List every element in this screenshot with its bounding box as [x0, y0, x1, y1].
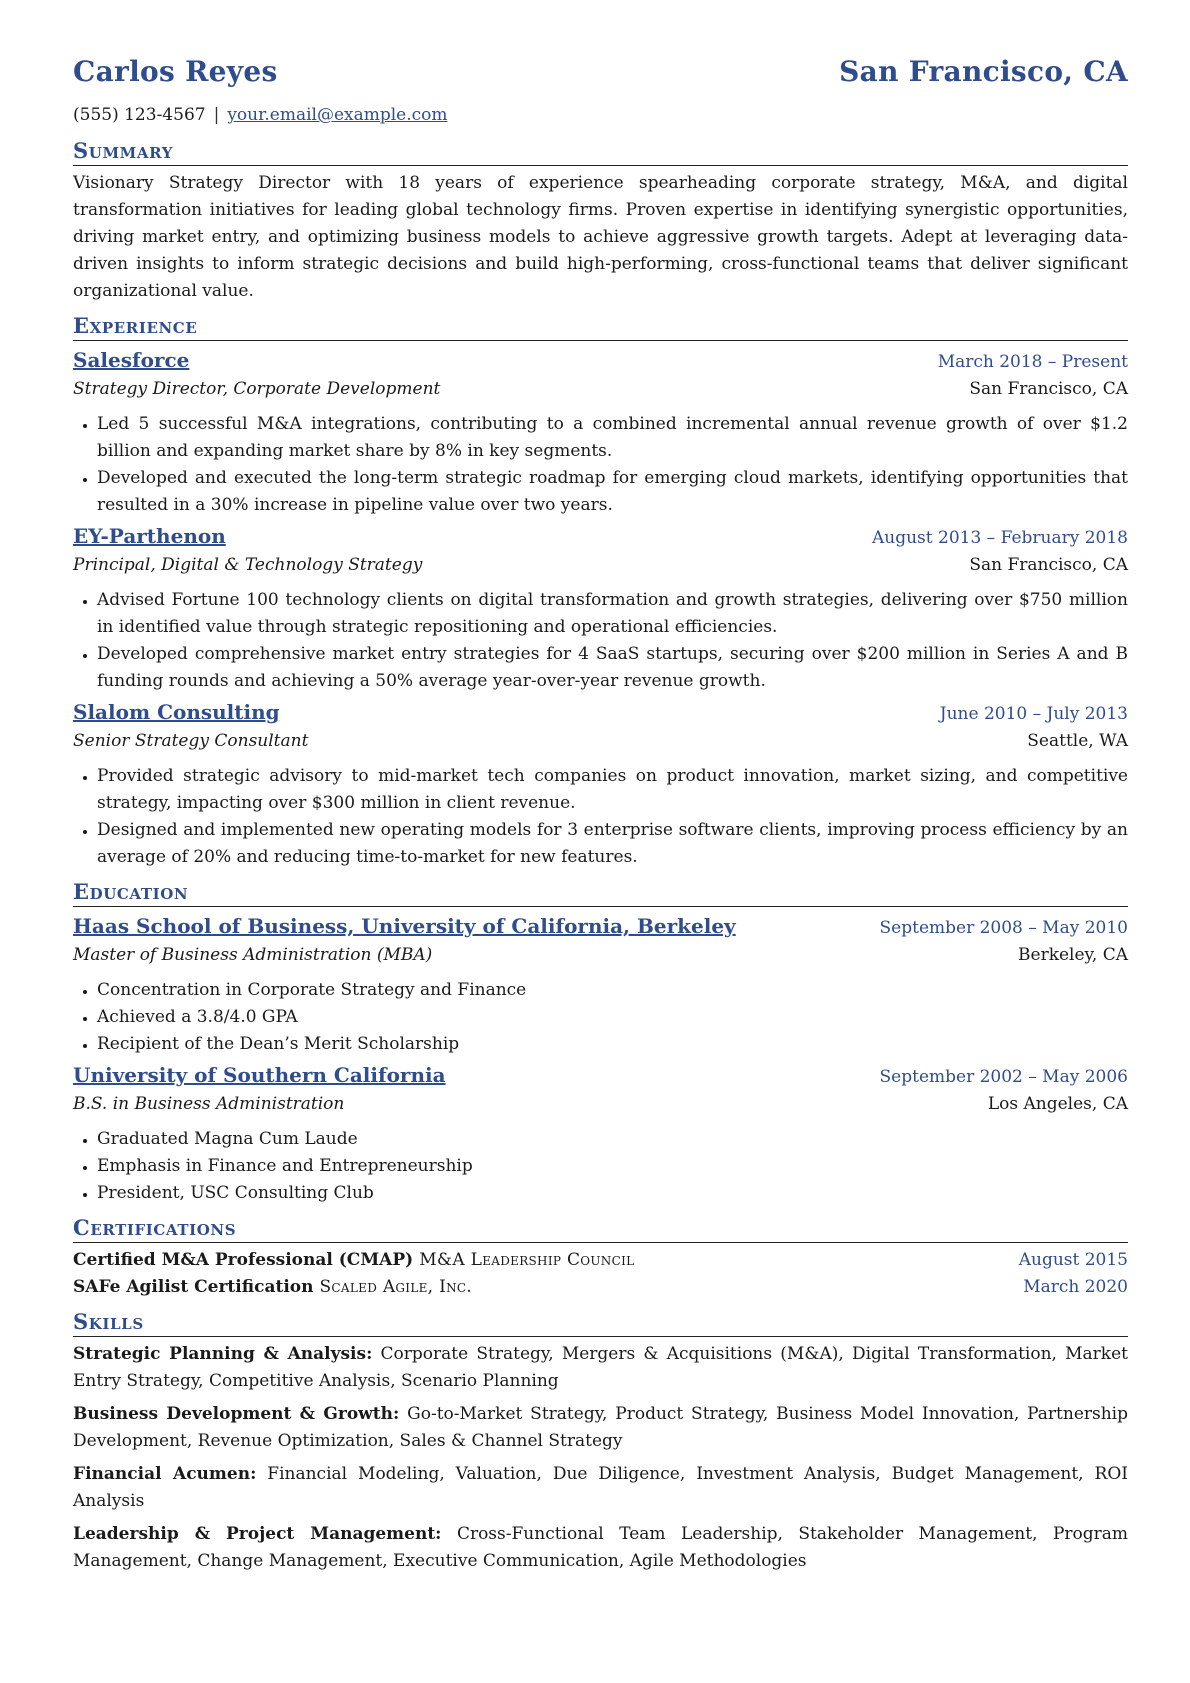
email-link[interactable]: your.email@example.com [227, 105, 448, 125]
job-dates: March 2018 – Present [937, 352, 1128, 372]
contact-line [73, 102, 1128, 130]
company-link[interactable]: EY-Parthenon [73, 524, 226, 548]
candidate-name: Carlos Reyes [73, 55, 278, 88]
section-title-experience: Experience [73, 313, 1128, 341]
certification-date: March 2020 [1023, 1277, 1128, 1297]
summary-text: Visionary Strategy Director with 18 years of experience spearheading corporate strategy, M&A, and digital transformation initiatives for leading global technology firms. Proven expertise in identifying synergistic opportunities, driving market entry, and optimizing business models to achieve aggressive growth targets. Adept at leveraging data-driven insights to inform strategic decisions and build high-performing, cross-functional teams that deliver significant organizational value. [73, 173, 1128, 301]
list-item: • Developed and executed the long-term strategic roadmap for emerging cloud markets, identifying opportunities that resulted in a 30% increase in pipeline value over two years. [97, 465, 1128, 519]
job-bullets [73, 587, 1128, 695]
education-bullets [73, 1126, 1128, 1207]
education-entry [73, 911, 1128, 1058]
certification-issuer: Scaled Agile, Inc. [319, 1277, 473, 1297]
skill-group [73, 1401, 1128, 1455]
phone-number: (555) 123-4567 [73, 105, 206, 125]
list-item: • Emphasis in Finance and Entrepreneurship [97, 1153, 1128, 1180]
job-title: Principal, Digital & Technology Strategy [73, 555, 423, 575]
job-bullets [73, 411, 1128, 519]
job-dates: August 2013 – February 2018 [871, 528, 1128, 548]
contact-separator: | [213, 105, 220, 125]
list-item: • Recipient of the Dean’s Merit Scholarship [97, 1031, 1128, 1058]
job-title: Senior Strategy Consultant [73, 731, 309, 751]
section-title-certifications: Certifications [73, 1215, 1128, 1243]
certification-row [73, 1247, 1128, 1274]
school-location: Los Angeles, CA [987, 1094, 1128, 1114]
certification-name: Certified M&A Professional (CMAP) [73, 1250, 414, 1270]
job-location: San Francisco, CA [969, 555, 1128, 575]
certification-date: August 2015 [1018, 1250, 1128, 1270]
list-item: • Designed and implemented new operating models for 3 enterprise software clients, improving process efficiency by an average of 20% and reducing time-to-market for new features. [97, 817, 1128, 871]
job-location: San Francisco, CA [969, 379, 1128, 399]
skill-group [73, 1521, 1128, 1575]
skill-label: Financial Acumen: [73, 1464, 257, 1484]
skill-items: Corporate Strategy, Mergers & Acquisitions (M&A), Digital Transformation, Market Entry Strategy, Competitive Analysis, Scenario Planning [73, 1344, 1128, 1391]
skill-label: Leadership & Project Management: [73, 1524, 442, 1544]
list-item: • Graduated Magna Cum Laude [97, 1126, 1128, 1153]
degree: Master of Business Administration (MBA) [73, 945, 433, 965]
list-item: • Provided strategic advisory to mid-market tech companies on product innovation, market sizing, and competitive strategy, impacting over $300 million in client revenue. [97, 763, 1128, 817]
skill-items: Cross-Functional Team Leadership, Stakeholder Management, Program Management, Change Management, Executive Communication, Agile Methodologies [73, 1524, 1129, 1571]
school-link[interactable]: Haas School of Business, University of California, Berkeley [73, 914, 736, 938]
list-item: • President, USC Consulting Club [97, 1180, 1128, 1207]
experience-entry [73, 697, 1128, 871]
experience-entry [73, 521, 1128, 695]
company-link[interactable]: Salesforce [73, 348, 190, 372]
skill-label: Business Development & Growth: [73, 1404, 400, 1424]
company-link[interactable]: Slalom Consulting [73, 700, 280, 724]
candidate-location: San Francisco, CA [839, 55, 1128, 88]
education-bullets [73, 977, 1128, 1058]
list-item: • Led 5 successful M&A integrations, contributing to a combined incremental annual revenue growth of over $1.2 billion and expanding market share by 8% in key segments. [97, 411, 1128, 465]
section-title-summary: Summary [73, 138, 1128, 166]
school-location: Berkeley, CA [1018, 945, 1128, 965]
certification-row [73, 1274, 1128, 1301]
education-dates: September 2002 – May 2006 [879, 1067, 1128, 1087]
skill-label: Strategic Planning & Analysis: [73, 1344, 373, 1364]
job-location: Seattle, WA [1027, 731, 1128, 751]
list-item: • Developed comprehensive market entry strategies for 4 SaaS startups, securing over $200 million in Series A and B funding rounds and achieving a 50% average year-over-year revenue growth. [97, 641, 1128, 695]
section-title-skills: Skills [73, 1309, 1128, 1337]
skill-group [73, 1341, 1128, 1395]
section-title-education: Education [73, 879, 1128, 907]
skill-items: Go-to-Market Strategy, Product Strategy, Business Model Innovation, Partnership Development, Revenue Optimization, Sales & Channel Strategy [73, 1404, 1129, 1451]
job-dates: June 2010 – July 2013 [939, 704, 1128, 724]
skill-items: Financial Modeling, Valuation, Due Diligence, Investment Analysis, Budget Management, ROI Analysis [73, 1464, 1128, 1511]
school-link[interactable]: University of Southern California [73, 1063, 446, 1087]
education-dates: September 2008 – May 2010 [879, 918, 1128, 938]
certification-issuer: M&A Leadership Council [419, 1250, 635, 1270]
degree: B.S. in Business Administration [73, 1094, 345, 1114]
education-entry [73, 1060, 1128, 1207]
skill-group [73, 1461, 1128, 1515]
job-title: Strategy Director, Corporate Development [73, 379, 441, 399]
list-item: • Achieved a 3.8/4.0 GPA [97, 1004, 1128, 1031]
experience-entry [73, 345, 1128, 519]
certification-name: SAFe Agilist Certification [73, 1277, 314, 1297]
list-item: • Advised Fortune 100 technology clients on digital transformation and growth strategies, delivering over $750 million in identified value through strategic repositioning and operational efficiencies. [97, 587, 1128, 641]
list-item: • Concentration in Corporate Strategy and Finance [97, 977, 1128, 1004]
resume-header [73, 55, 1128, 98]
job-bullets [73, 763, 1128, 871]
